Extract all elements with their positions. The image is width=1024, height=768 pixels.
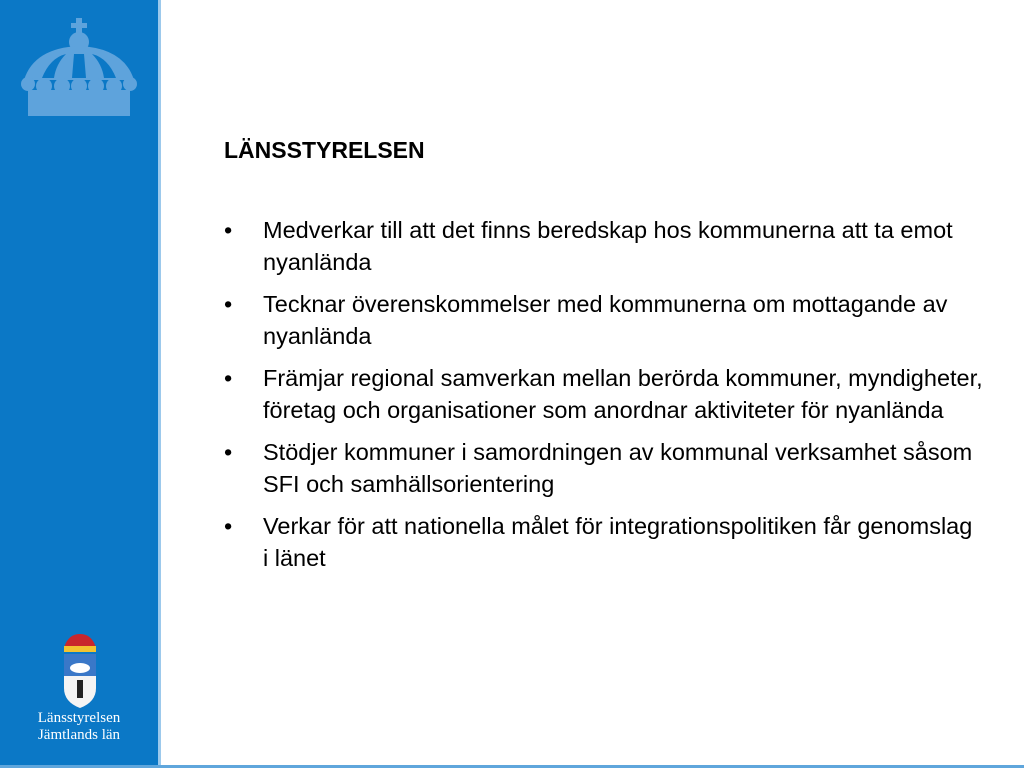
bullet-text: Medverkar till att det finns beredskap hos kommunerna att ta emot nyanlända	[263, 217, 953, 275]
bullet-icon: •	[224, 217, 233, 243]
bullet-list	[224, 214, 984, 584]
slide-title: LÄNSSTYRELSEN	[224, 137, 425, 163]
list-item	[224, 436, 984, 500]
coat-of-arms-icon	[58, 630, 102, 710]
bullet-icon: •	[224, 513, 233, 539]
list-item	[224, 362, 984, 426]
bullet-text: Tecknar överenskommelser med kommunerna om mottagande av nyanlända	[263, 291, 948, 349]
bullet-text: Stödjer kommuner i samordningen av kommunal verksamhet såsom SFI och samhällsorientering	[263, 439, 973, 497]
bullet-icon: •	[224, 291, 233, 317]
sidebar-edge	[158, 0, 161, 768]
bullet-text: Främjar regional samverkan mellan berörda kommuner, myndigheter, företag och organisationer som anordnar aktiviteter för nyanlända	[263, 365, 983, 423]
organization-name	[0, 710, 158, 744]
sidebar	[0, 0, 158, 768]
list-item	[224, 288, 984, 352]
crown-icon	[14, 18, 144, 118]
bullet-icon: •	[224, 365, 233, 391]
bullet-icon: •	[224, 439, 233, 465]
list-item	[224, 510, 984, 574]
org-line-2: Jämtlands län	[37, 727, 121, 743]
org-line-1: Länsstyrelsen	[37, 710, 121, 726]
list-item	[224, 214, 984, 278]
bullet-text: Verkar för att nationella målet för integrationspolitiken får genomslag i länet	[263, 513, 973, 571]
